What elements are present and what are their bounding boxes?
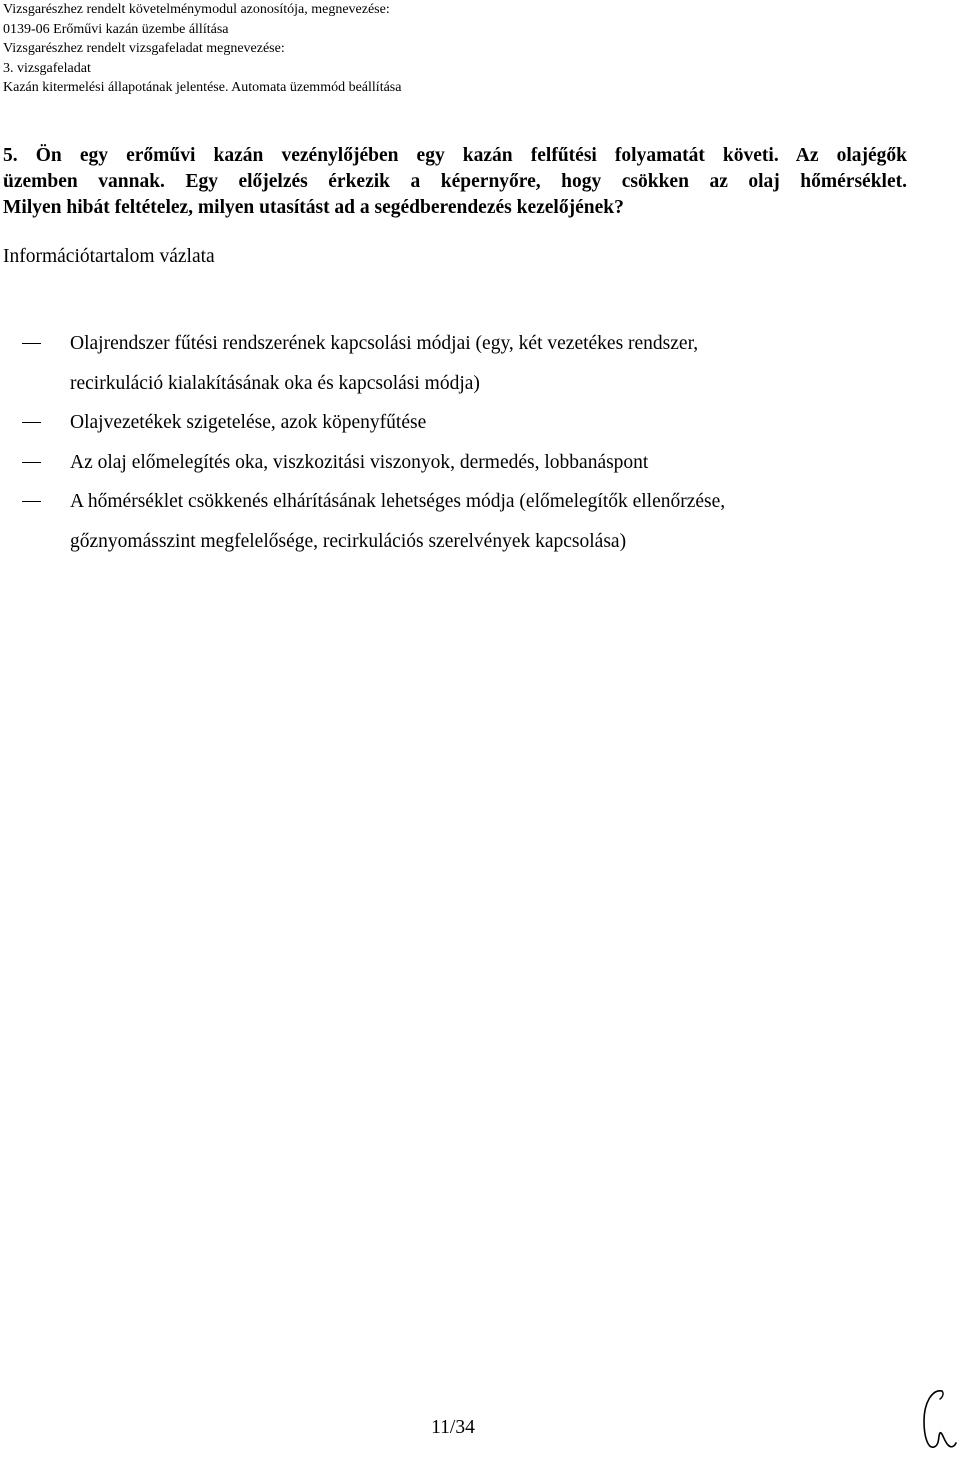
list-item-line: Olajvezetékek szigetelése, azok köpenyfűtése	[70, 412, 427, 433]
header-line: Kazán kitermelési állapotának jelentése. Automata üzemmód beállítása	[3, 80, 402, 95]
question-line: 5. Ön egy erőművi kazán vezénylőjében egy kazán felfűtési folyamatát követi. Az olajégők	[3, 145, 907, 166]
header-line: 3. vizsgafeladat	[3, 60, 91, 76]
list-item-line: gőznyomásszint megfelelősége, recirkulációs szerelvények kapcsolása)	[70, 530, 627, 552]
dash-bullet-icon	[22, 422, 41, 423]
list-item-line: A hőmérséklet csökkenés elhárításának lehetséges módja (előmelegítők ellenőrzése,	[70, 491, 726, 512]
list-item	[0, 324, 960, 403]
list-item-line: Az olaj előmelegítés oka, viszkozitási viszonyok, dermedés, lobbanáspont	[70, 451, 649, 473]
document-header	[3, 0, 943, 98]
header-line: Vizsgarészhez rendelt vizsgafeladat megnevezése:	[3, 41, 285, 56]
list-item	[0, 482, 960, 561]
list-item	[0, 443, 960, 483]
dash-bullet-icon	[22, 343, 41, 344]
list-item-line: Olajrendszer fűtési rendszerének kapcsolási módjai (egy, két vezetékes rendszer,	[70, 333, 699, 354]
exam-question	[3, 143, 907, 221]
list-item-line: recirkuláció kialakításának oka és kapcsolási módja)	[70, 372, 480, 394]
dash-bullet-icon	[22, 462, 41, 463]
page-number: 11/34	[431, 1417, 475, 1438]
list-item	[0, 403, 960, 443]
question-line: üzemben vannak. Egy előjelzés érkezik a képernyőre, hogy csökken az olaj hőmérséklet.	[3, 171, 907, 192]
signature-icon	[918, 1385, 958, 1455]
dash-bullet-icon	[22, 501, 41, 502]
outline-title: Információtartalom vázlata	[3, 246, 215, 267]
header-line: 0139-06 Erőművi kazán üzembe állítása	[3, 21, 229, 37]
outline-list	[0, 324, 960, 561]
header-line: Vizsgarészhez rendelt követelménymodul azonosítója, megnevezése:	[3, 2, 390, 17]
question-line: Milyen hibát feltételez, milyen utasítást ad a segédberendezés kezelőjének?	[3, 197, 624, 218]
